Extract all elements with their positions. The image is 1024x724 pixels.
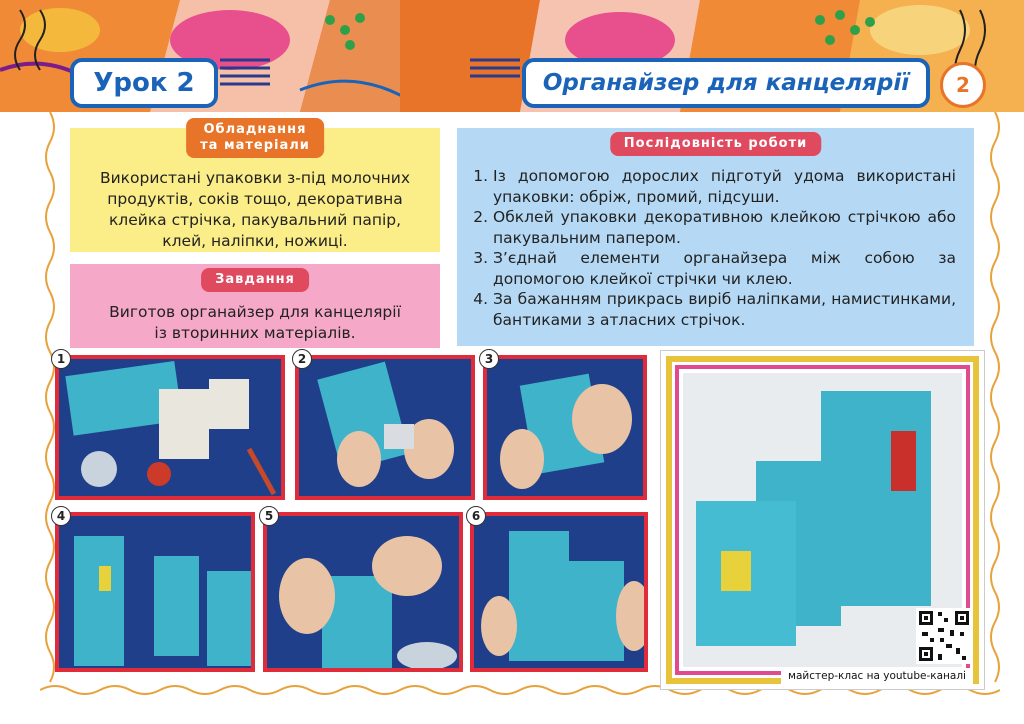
lesson-badge (70, 58, 218, 108)
task-text (84, 302, 426, 344)
step-item: 1. Із допомогою дорослих підготуй удома використані упаковки: обріж, промий, підсуши. (493, 166, 956, 207)
photo-illustration (474, 516, 648, 672)
step-photo-6 (470, 512, 648, 672)
step-number-badge: 6 (466, 506, 486, 526)
qr-code[interactable] (916, 608, 972, 664)
materials-tab-line1: Обладнання (203, 122, 307, 137)
step-item: 2. Обклей упаковки декоративною клейкою стрічкою або пакувальним папером. (493, 207, 956, 248)
step-number-badge: 1 (51, 349, 71, 369)
task-line: Виготов органайзер для канцелярії (109, 303, 401, 321)
step-photo-5 (263, 512, 463, 672)
page-title-text: Органайзер для канцелярії (542, 70, 910, 96)
photo-illustration (267, 516, 463, 672)
materials-text (84, 168, 426, 252)
step-item: 3. З’єднай елементи органайзера між собою за допомогою клейкої стрічки чи клею. (493, 248, 956, 289)
task-line: із вторинних матеріалів. (154, 324, 356, 342)
materials-tab (186, 118, 324, 158)
task-panel (70, 264, 440, 348)
qr-caption: майстер-клас на youtube-каналі (781, 668, 973, 684)
qr-code-icon (916, 608, 972, 664)
materials-line: клей, наліпки, ножиці. (162, 232, 348, 250)
step-photo-3 (483, 355, 647, 500)
step-photo-1 (55, 355, 285, 500)
task-tab: Завдання (201, 268, 309, 292)
sequence-tab: Послідовність роботи (610, 132, 821, 156)
materials-line: клейка стрічка, пакувальний папір, (108, 211, 402, 229)
sequence-list (471, 166, 956, 330)
step-number-badge: 3 (479, 349, 499, 369)
step-number-badge: 5 (259, 506, 279, 526)
step-number-badge: 2 (292, 349, 312, 369)
photo-illustration (299, 359, 475, 500)
materials-tab-line2: та матеріали (200, 138, 310, 153)
sequence-panel (457, 128, 974, 346)
materials-panel (70, 122, 440, 252)
photo-illustration (487, 359, 647, 500)
step-item: 4. За бажанням прикрась виріб наліпками, намистинками, бантиками з атласних стрічок. (493, 289, 956, 330)
photo-illustration (59, 516, 255, 672)
right-wavy-border (985, 112, 1005, 692)
page-title (522, 58, 930, 108)
photo-illustration (59, 359, 285, 500)
step-photo-2 (295, 355, 475, 500)
materials-line: Використані упаковки з-під молочних (99, 169, 411, 187)
page-number-badge: 2 (940, 62, 986, 108)
step-number-badge: 4 (51, 506, 71, 526)
step-photo-4 (55, 512, 255, 672)
lesson-label: Урок 2 (93, 68, 195, 98)
materials-line: продуктів, соків тощо, декоративна (107, 190, 403, 208)
